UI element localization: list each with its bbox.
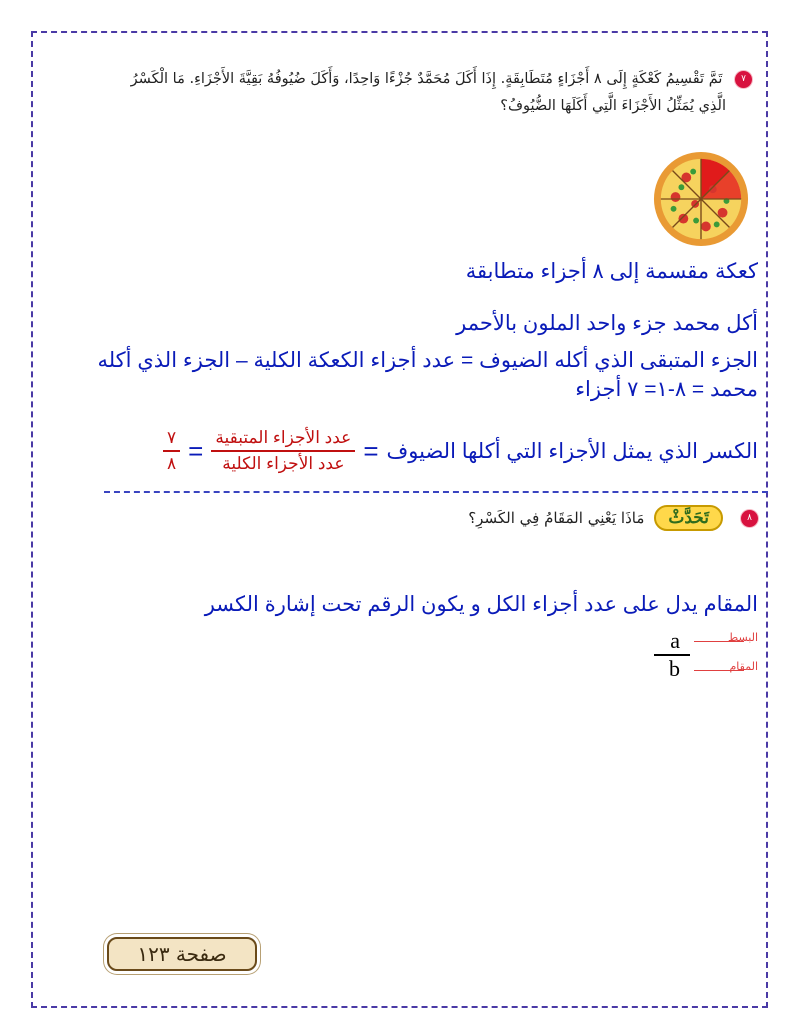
question-number-badge: ٨ bbox=[741, 510, 758, 527]
page-number: صفحة ١٢٣ bbox=[107, 937, 257, 971]
denominator-symbol: b bbox=[669, 656, 680, 681]
question-8 bbox=[468, 505, 758, 531]
numerator-label: البسط bbox=[728, 631, 758, 644]
number-fraction-numerator: ٧ bbox=[163, 428, 180, 452]
answer-line-2: أكل محمد جزء واحد الملون بالأحمر bbox=[456, 312, 758, 335]
denominator-label: المقام bbox=[729, 660, 758, 673]
number-fraction bbox=[163, 428, 180, 474]
talk-badge: تَحَدَّثْ bbox=[654, 505, 723, 531]
word-fraction-numerator: عدد الأجزاء المتبقية bbox=[211, 428, 355, 452]
pizza-image bbox=[652, 150, 750, 248]
fraction-lead-text: الكسر الذي يمثل الأجزاء التي أكلها الضيوف bbox=[386, 439, 758, 463]
fraction-diagram bbox=[628, 628, 758, 688]
question-7-line-1: تَمَّ تَقْسِيمُ كَعْكَةٍ إِلَى ٨ أَجْزَاءٍ مُتَطَابِقَةٍ. إِذَا أَكَلَ مُحَمَّدٌ جُزْءًا وَاحِدًا، وَأَكَلَ ضُيُوفُهُ بَقِيَّةَ الأَجْزَاءِ. مَا الْكَسْرُ bbox=[130, 71, 723, 87]
answer-8-line: المقام يدل على عدد أجزاء الكل و يكون الرقم تحت إشارة الكسر bbox=[204, 593, 758, 616]
question-number-badge: ٧ bbox=[735, 71, 752, 88]
answer-line-3: الجزء المتبقى الذي أكله الضيوف = عدد أجزاء الكعكة الكلية – الجزء الذي أكله محمد = ٨-١= ٧ أجزاء bbox=[97, 349, 758, 401]
section-divider bbox=[104, 491, 768, 493]
question-7 bbox=[62, 66, 752, 120]
equals-sign-2: = bbox=[188, 435, 204, 466]
question-7-line-2: الَّذِي يُمَثِّلُ الأَجْزَاءَ الَّتِي أَكَلَهَا الضُّيُوفُ؟ bbox=[500, 98, 726, 114]
question-8-text: مَاذَا يَعْنِي المَقَامُ فِي الكَسْرِ؟ bbox=[468, 509, 645, 527]
numerator-symbol: a bbox=[670, 628, 680, 653]
answer-line-1: كعكة مقسمة إلى ٨ أجزاء متطابقة bbox=[465, 260, 758, 283]
fraction-equation bbox=[163, 428, 758, 474]
number-fraction-denominator: ٨ bbox=[167, 454, 177, 473]
word-fraction bbox=[211, 428, 355, 474]
equals-sign-1: = bbox=[363, 435, 379, 466]
word-fraction-denominator: عدد الأجزاء الكلية bbox=[222, 454, 345, 473]
